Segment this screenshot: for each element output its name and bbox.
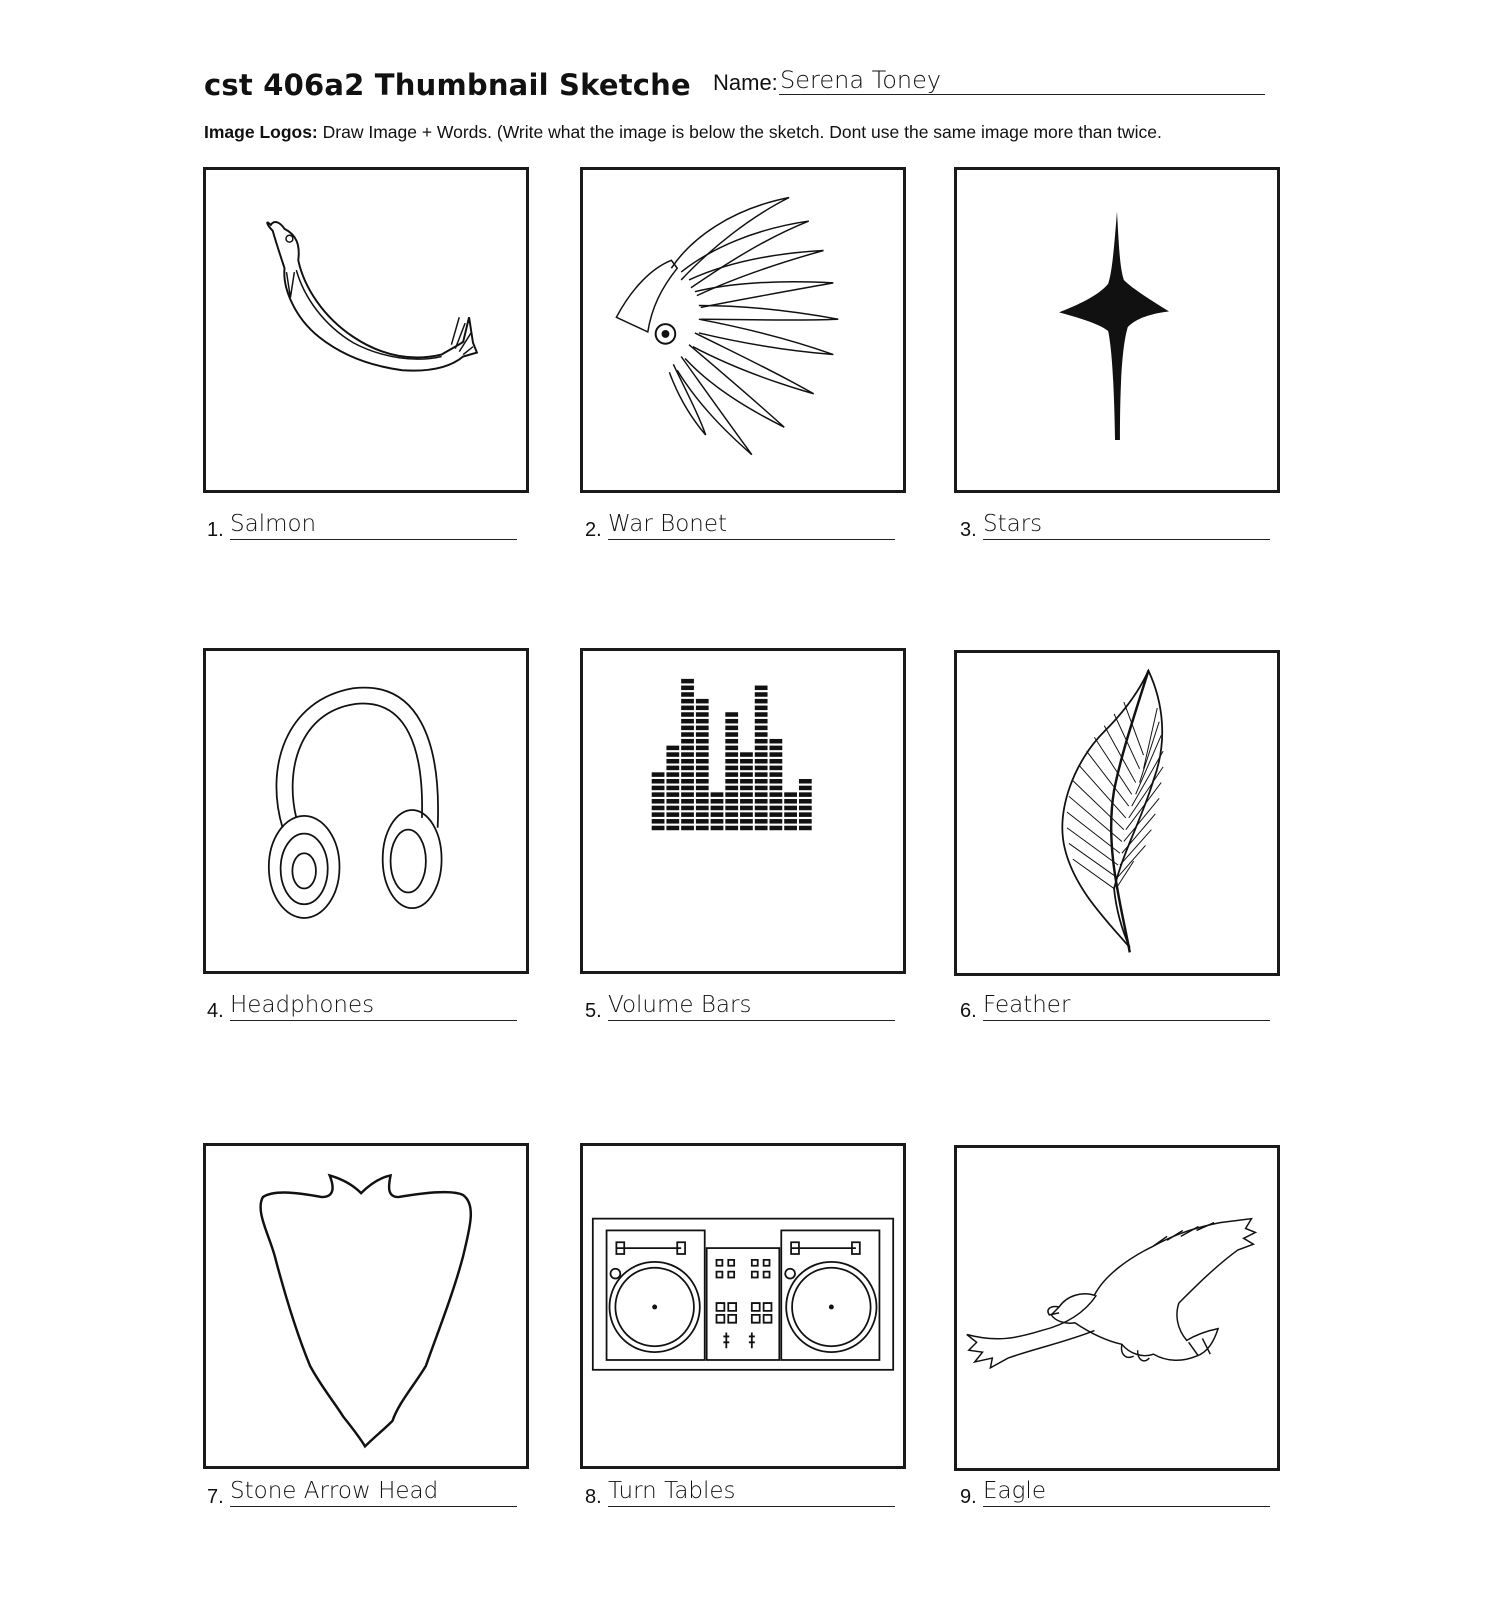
volume-segment xyxy=(652,826,665,831)
volume-segment xyxy=(681,772,694,777)
caption-label[interactable]: War Bonet xyxy=(608,511,728,537)
volume-segment xyxy=(666,786,679,791)
volume-segment xyxy=(696,739,709,744)
volume-segment xyxy=(725,752,738,757)
volume-segment xyxy=(725,726,738,731)
volume-segment xyxy=(755,772,768,777)
volume-segment xyxy=(740,786,753,791)
arrowhead-icon xyxy=(206,1146,526,1466)
name-label: Name: xyxy=(713,70,778,95)
volume-segment xyxy=(740,799,753,804)
volume-segment xyxy=(770,812,783,817)
caption-number: 3. xyxy=(960,519,977,541)
sketch-box-8 xyxy=(580,1143,906,1469)
volume-segment xyxy=(681,812,694,817)
volume-segment xyxy=(666,799,679,804)
caption-underline xyxy=(230,1020,517,1021)
caption-9 xyxy=(960,1480,1280,1510)
volume-segment xyxy=(799,819,812,824)
volume-segment xyxy=(740,766,753,771)
volume-segment xyxy=(666,792,679,797)
volume-segment xyxy=(755,686,768,691)
volume-segment xyxy=(652,792,665,797)
volume-segment xyxy=(799,799,812,804)
volume-segment xyxy=(799,806,812,811)
volume-segment xyxy=(696,759,709,764)
volume-segment xyxy=(784,806,797,811)
caption-number: 9. xyxy=(960,1486,977,1508)
volume-segment xyxy=(681,786,694,791)
volume-segment xyxy=(681,826,694,831)
volume-segment xyxy=(681,752,694,757)
volume-segment xyxy=(770,759,783,764)
volume-segment xyxy=(740,812,753,817)
caption-underline xyxy=(983,1506,1270,1507)
volume-segment xyxy=(666,779,679,784)
volume-segment xyxy=(666,812,679,817)
volume-segment xyxy=(770,799,783,804)
volume-segment xyxy=(652,786,665,791)
volume-segment xyxy=(725,746,738,751)
volume-segment xyxy=(770,752,783,757)
caption-underline xyxy=(983,539,1270,540)
sketch-box-2 xyxy=(580,167,906,493)
volume-segment xyxy=(784,799,797,804)
caption-underline xyxy=(983,1020,1270,1021)
volume-segment xyxy=(740,772,753,777)
volume-segment xyxy=(755,819,768,824)
caption-3 xyxy=(960,513,1280,543)
caption-number: 2. xyxy=(585,519,602,541)
volume-segment xyxy=(740,779,753,784)
headphones-icon xyxy=(206,651,526,971)
instructions-heading: Image Logos: xyxy=(204,122,318,142)
volume-segment xyxy=(784,826,797,831)
caption-number: 5. xyxy=(585,1000,602,1022)
volume-segment xyxy=(799,792,812,797)
sketch-box-6 xyxy=(954,650,1280,976)
volume-segment xyxy=(681,726,694,731)
volume-segment xyxy=(696,706,709,711)
caption-underline xyxy=(608,1506,895,1507)
volume-segment xyxy=(740,819,753,824)
volume-segment xyxy=(799,826,812,831)
volume-segment xyxy=(799,779,812,784)
caption-label[interactable]: Feather xyxy=(983,992,1071,1018)
volume-segment xyxy=(666,759,679,764)
volume-segment xyxy=(755,799,768,804)
volume-segment xyxy=(755,699,768,704)
volume-segment xyxy=(725,759,738,764)
volume-segment xyxy=(755,712,768,717)
volume-segment xyxy=(755,766,768,771)
volume-segment xyxy=(770,819,783,824)
volume-segment xyxy=(770,739,783,744)
volume-segment xyxy=(784,792,797,797)
volume-segment xyxy=(755,726,768,731)
volume-segment xyxy=(725,766,738,771)
volume-segment xyxy=(770,806,783,811)
volume-segment xyxy=(696,772,709,777)
caption-7 xyxy=(207,1480,527,1510)
volume-segment xyxy=(755,812,768,817)
caption-label[interactable]: Stone Arrow Head xyxy=(230,1478,439,1504)
volume-segment xyxy=(725,786,738,791)
volume-segment xyxy=(681,806,694,811)
volume-segment xyxy=(711,819,724,824)
volume-segment xyxy=(755,739,768,744)
volume-segment xyxy=(711,826,724,831)
volume-segment xyxy=(755,826,768,831)
volume-segment xyxy=(666,826,679,831)
volume-segment xyxy=(681,679,694,684)
volume-segment xyxy=(725,806,738,811)
volume-segment xyxy=(652,799,665,804)
volume-segment xyxy=(711,812,724,817)
volume-segment xyxy=(770,826,783,831)
volume-segment xyxy=(799,812,812,817)
volume-segment xyxy=(666,746,679,751)
volume-segment xyxy=(696,792,709,797)
volume-segment xyxy=(681,746,694,751)
volume-segment xyxy=(681,699,694,704)
volume-segment xyxy=(740,806,753,811)
caption-number: 7. xyxy=(207,1486,224,1508)
volume-segment xyxy=(755,759,768,764)
caption-underline xyxy=(608,1020,895,1021)
caption-2 xyxy=(585,513,905,543)
eagle-icon xyxy=(957,1148,1277,1468)
volume-segment xyxy=(711,792,724,797)
volume-segment xyxy=(696,719,709,724)
caption-6 xyxy=(960,994,1280,1024)
volume-segment xyxy=(711,799,724,804)
volume-segment xyxy=(681,739,694,744)
volume-segment xyxy=(725,779,738,784)
volume-bars-icon xyxy=(583,651,903,971)
sketch-box-7 xyxy=(203,1143,529,1469)
volume-segment xyxy=(755,786,768,791)
caption-8 xyxy=(585,1480,905,1510)
volume-segment xyxy=(725,799,738,804)
volume-segment xyxy=(770,792,783,797)
volume-segment xyxy=(696,786,709,791)
volume-segment xyxy=(681,779,694,784)
volume-segment xyxy=(770,786,783,791)
volume-segment xyxy=(666,819,679,824)
volume-segment xyxy=(652,806,665,811)
caption-label[interactable]: Turn Tables xyxy=(608,1478,736,1504)
volume-segment xyxy=(681,799,694,804)
volume-segment xyxy=(696,826,709,831)
volume-segment xyxy=(652,819,665,824)
volume-segment xyxy=(770,766,783,771)
caption-4 xyxy=(207,994,527,1024)
instructions-text: Draw Image + Words. (Write what the image is below the sketch. Dont use the same image more than twice. xyxy=(317,122,1162,142)
volume-segment xyxy=(740,792,753,797)
caption-label[interactable]: Eagle xyxy=(983,1478,1046,1504)
volume-segment xyxy=(681,732,694,737)
volume-segment xyxy=(696,712,709,717)
volume-segment xyxy=(681,706,694,711)
star-icon xyxy=(957,170,1277,490)
caption-underline xyxy=(230,539,517,540)
volume-segment xyxy=(755,692,768,697)
volume-segment xyxy=(696,799,709,804)
volume-segment xyxy=(711,806,724,811)
volume-segment xyxy=(681,766,694,771)
name-field[interactable]: Serena Toney xyxy=(780,66,942,94)
volume-segment xyxy=(666,752,679,757)
volume-segment xyxy=(740,759,753,764)
volume-segment xyxy=(696,732,709,737)
volume-segment xyxy=(696,699,709,704)
volume-segment xyxy=(725,772,738,777)
volume-segment xyxy=(755,779,768,784)
caption-5 xyxy=(585,994,905,1024)
caption-1 xyxy=(207,513,527,543)
volume-segment xyxy=(725,712,738,717)
volume-segment xyxy=(755,746,768,751)
caption-label[interactable]: Stars xyxy=(983,511,1043,537)
caption-number: 4. xyxy=(207,1000,224,1022)
turntables-icon xyxy=(583,1146,903,1466)
volume-segment xyxy=(696,806,709,811)
volume-segment xyxy=(696,726,709,731)
volume-segment xyxy=(770,779,783,784)
caption-underline xyxy=(230,1506,517,1507)
volume-segment xyxy=(652,779,665,784)
caption-number: 1. xyxy=(207,519,224,541)
caption-number: 6. xyxy=(960,1000,977,1022)
volume-segment xyxy=(725,732,738,737)
volume-segment xyxy=(755,706,768,711)
worksheet-title: cst 406a2 Thumbnail Sketche xyxy=(204,68,691,102)
volume-segment xyxy=(666,772,679,777)
volume-segment xyxy=(770,772,783,777)
volume-segment xyxy=(770,746,783,751)
war-bonnet-icon xyxy=(583,170,903,490)
volume-segment xyxy=(725,812,738,817)
volume-segment xyxy=(784,819,797,824)
volume-segment xyxy=(696,752,709,757)
volume-segment xyxy=(681,819,694,824)
volume-segment xyxy=(681,692,694,697)
volume-segment xyxy=(696,812,709,817)
name-underline xyxy=(779,94,1265,95)
volume-segment xyxy=(681,792,694,797)
volume-segment xyxy=(725,819,738,824)
volume-segment xyxy=(740,826,753,831)
volume-segment xyxy=(725,792,738,797)
caption-label[interactable]: Salmon xyxy=(230,511,317,537)
volume-segment xyxy=(696,819,709,824)
volume-segment xyxy=(681,686,694,691)
sketch-box-4 xyxy=(203,648,529,974)
volume-segment xyxy=(740,752,753,757)
volume-segment xyxy=(681,759,694,764)
volume-segment xyxy=(784,812,797,817)
volume-segment xyxy=(696,779,709,784)
volume-segment xyxy=(755,752,768,757)
volume-segment xyxy=(696,766,709,771)
caption-label[interactable]: Volume Bars xyxy=(608,992,752,1018)
volume-segment xyxy=(652,812,665,817)
volume-segment xyxy=(666,806,679,811)
volume-segment xyxy=(725,739,738,744)
sketch-box-5 xyxy=(580,648,906,974)
volume-segment xyxy=(755,732,768,737)
volume-segment xyxy=(799,786,812,791)
volume-segment xyxy=(755,792,768,797)
volume-segment xyxy=(681,712,694,717)
volume-segment xyxy=(725,719,738,724)
volume-segment xyxy=(666,766,679,771)
sketch-box-9 xyxy=(954,1145,1280,1471)
salmon-icon xyxy=(206,170,526,490)
volume-segment xyxy=(696,746,709,751)
caption-number: 8. xyxy=(585,1486,602,1508)
caption-underline xyxy=(608,539,895,540)
sketch-box-1 xyxy=(203,167,529,493)
caption-label[interactable]: Headphones xyxy=(230,992,375,1018)
volume-segment xyxy=(755,806,768,811)
volume-segment xyxy=(725,826,738,831)
sketch-box-3 xyxy=(954,167,1280,493)
volume-segment xyxy=(681,719,694,724)
feather-icon xyxy=(957,653,1277,973)
volume-segment xyxy=(755,719,768,724)
instructions xyxy=(204,122,1162,143)
volume-segment xyxy=(652,772,665,777)
